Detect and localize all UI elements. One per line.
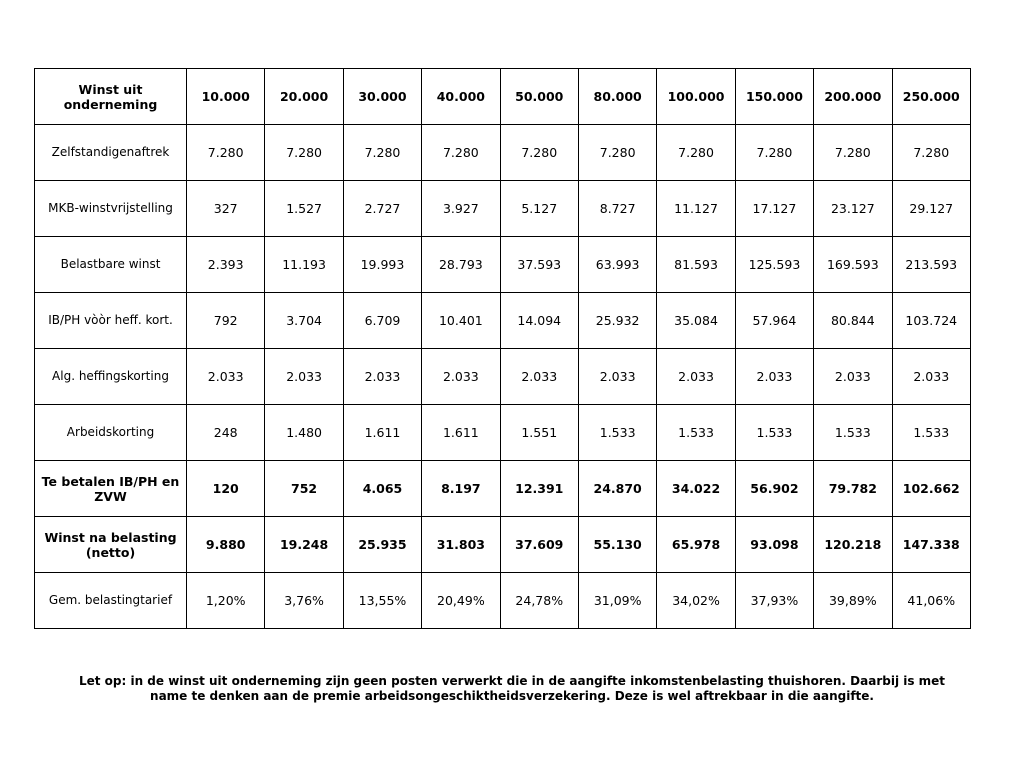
table-cell: 3.927 [422,181,500,237]
table-cell: 8.727 [578,181,656,237]
table-cell: 2.033 [892,349,970,405]
table-cell: 125.593 [735,237,813,293]
table-cell: 7.280 [343,125,421,181]
table-cell: 1.533 [578,405,656,461]
table-cell: 102.662 [892,461,970,517]
table-cell: 2.033 [343,349,421,405]
table-cell: 250.000 [892,69,970,125]
table-cell: 213.593 [892,237,970,293]
table-cell: 39,89% [814,573,892,629]
table-cell: 2.033 [578,349,656,405]
table-cell: 1.551 [500,405,578,461]
table-cell: 35.084 [657,293,735,349]
table-cell: 5.127 [500,181,578,237]
table-row [35,125,971,181]
table-cell: 37,93% [735,573,813,629]
table-cell: 147.338 [892,517,970,573]
table-cell: 792 [187,293,265,349]
table-cell: 34,02% [657,573,735,629]
table-cell: 24,78% [500,573,578,629]
table-row [35,181,971,237]
table-row [35,69,971,125]
table-cell: 103.724 [892,293,970,349]
table-cell: 80.000 [578,69,656,125]
table-cell: 2.033 [265,349,343,405]
table-cell: 1.533 [657,405,735,461]
table-cell: 37.593 [500,237,578,293]
table-cell: 10.401 [422,293,500,349]
table-cell: 6.709 [343,293,421,349]
table-cell: 327 [187,181,265,237]
table-cell: 41,06% [892,573,970,629]
row-label: Zelfstandigenaftrek [35,125,187,181]
table-cell: 7.280 [187,125,265,181]
table-cell: 2.033 [422,349,500,405]
row-label: Gem. belastingtarief [35,573,187,629]
row-label: Belastbare winst [35,237,187,293]
table-cell: 79.782 [814,461,892,517]
table-cell: 2.033 [814,349,892,405]
table-cell: 34.022 [657,461,735,517]
table-cell: 9.880 [187,517,265,573]
table-cell: 13,55% [343,573,421,629]
table-cell: 11.193 [265,237,343,293]
table-cell: 1.611 [343,405,421,461]
table-row [35,573,971,629]
table-cell: 17.127 [735,181,813,237]
table-cell: 7.280 [265,125,343,181]
table-cell: 7.280 [892,125,970,181]
table-cell: 14.094 [500,293,578,349]
table-cell: 1.611 [422,405,500,461]
table-cell: 93.098 [735,517,813,573]
table-cell: 1.533 [735,405,813,461]
table-cell: 248 [187,405,265,461]
table-cell: 55.130 [578,517,656,573]
table-cell: 80.844 [814,293,892,349]
table-row [35,517,971,573]
row-label: Winst na belasting (netto) [35,517,187,573]
table-cell: 2.393 [187,237,265,293]
table-cell: 7.280 [814,125,892,181]
table-row [35,237,971,293]
table-cell: 7.280 [422,125,500,181]
table-cell: 19.248 [265,517,343,573]
table-cell: 7.280 [657,125,735,181]
table-cell: 120.218 [814,517,892,573]
table-cell: 25.932 [578,293,656,349]
table-cell: 25.935 [343,517,421,573]
table-row [35,461,971,517]
table-row [35,293,971,349]
table-cell: 10.000 [187,69,265,125]
table-cell: 2.033 [735,349,813,405]
table-cell: 8.197 [422,461,500,517]
table-cell: 7.280 [735,125,813,181]
table-cell: 7.280 [500,125,578,181]
table-cell: 3,76% [265,573,343,629]
table-cell: 63.993 [578,237,656,293]
table-cell: 169.593 [814,237,892,293]
table-cell: 65.978 [657,517,735,573]
tax-table-body [35,69,971,629]
row-label: Te betalen IB/PH en ZVW [35,461,187,517]
row-label: Arbeidskorting [35,405,187,461]
table-cell: 37.609 [500,517,578,573]
table-cell: 56.902 [735,461,813,517]
table-cell: 1.480 [265,405,343,461]
table-cell: 29.127 [892,181,970,237]
table-cell: 1.527 [265,181,343,237]
table-cell: 4.065 [343,461,421,517]
table-cell: 120 [187,461,265,517]
row-label: IB/PH vòòr heff. kort. [35,293,187,349]
table-cell: 24.870 [578,461,656,517]
table-cell: 1.533 [892,405,970,461]
table-cell: 2.727 [343,181,421,237]
table-row [35,349,971,405]
table-cell: 40.000 [422,69,500,125]
table-cell: 20.000 [265,69,343,125]
table-cell: 31,09% [578,573,656,629]
table-cell: 100.000 [657,69,735,125]
table-cell: 28.793 [422,237,500,293]
table-cell: 7.280 [578,125,656,181]
table-cell: 57.964 [735,293,813,349]
table-cell: 81.593 [657,237,735,293]
table-cell: 150.000 [735,69,813,125]
table-cell: 12.391 [500,461,578,517]
table-cell: 50.000 [500,69,578,125]
tax-calculation-table [34,68,971,629]
table-cell: 19.993 [343,237,421,293]
table-cell: 752 [265,461,343,517]
table-cell: 2.033 [187,349,265,405]
table-cell: 2.033 [657,349,735,405]
row-label: Alg. heffingskorting [35,349,187,405]
table-cell: 2.033 [500,349,578,405]
row-label: MKB-winstvrijstelling [35,181,187,237]
table-cell: 1,20% [187,573,265,629]
table-cell: 11.127 [657,181,735,237]
table-cell: 3.704 [265,293,343,349]
table-cell: 200.000 [814,69,892,125]
table-cell: 30.000 [343,69,421,125]
table-cell: 31.803 [422,517,500,573]
table-row [35,405,971,461]
row-label: Winst uit onderneming [35,69,187,125]
table-cell: 20,49% [422,573,500,629]
footnote-text: Let op: in de winst uit onderneming zijn geen posten verwerkt die in de aangifte inkomstenbelasting thuishoren. Daarbij is met name te denken aan de premie arbeidsongeschiktheidsverzekering. Deze is wel aftrekbaar in die aangifte. [78,674,946,703]
table-cell: 1.533 [814,405,892,461]
table-cell: 23.127 [814,181,892,237]
